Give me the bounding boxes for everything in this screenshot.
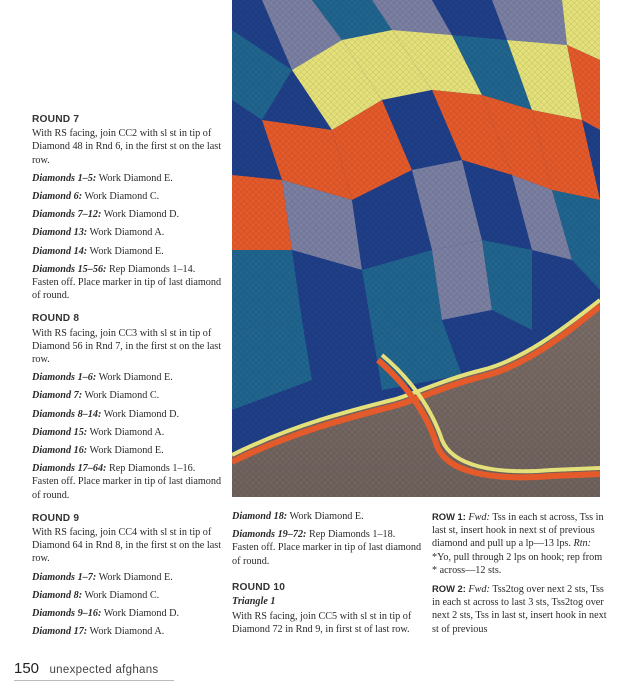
instruction-label: Diamonds 15–56: bbox=[32, 263, 107, 275]
round-intro: With RS facing, join CC2 with sl st in tip of Diamond 48 in Rnd 6, in the first st on the last row. bbox=[32, 128, 222, 166]
instruction bbox=[232, 510, 422, 523]
triangle-heading: Triangle 1 bbox=[232, 596, 276, 608]
round-intro: With RS facing, join CC5 with sl st in tip of Diamond 72 in Rnd 9, in first st of last row. bbox=[232, 611, 412, 636]
instruction-text: Work Diamond E. bbox=[96, 372, 173, 384]
instruction bbox=[32, 371, 222, 384]
instruction bbox=[32, 589, 222, 602]
row-instruction bbox=[432, 510, 608, 577]
instruction-label: Diamonds 8–14: bbox=[32, 408, 102, 420]
row-label: ROW 2: bbox=[432, 583, 466, 595]
crochet-afghan-image bbox=[232, 0, 600, 497]
instruction-label: Diamonds 9–16: bbox=[32, 608, 102, 620]
left-column bbox=[32, 113, 222, 649]
instruction bbox=[32, 172, 222, 185]
instruction-text: Work Diamond E. bbox=[287, 511, 364, 522]
instruction-text: Rep Diamonds 1–18. Fasten off. Place marker in tip of last diamond of round. bbox=[232, 529, 422, 567]
book-title: unexpected afghans bbox=[49, 664, 159, 676]
row-instruction bbox=[432, 582, 608, 636]
instruction-label: Diamond 17: bbox=[32, 626, 88, 638]
instruction-label: Diamonds 19–72: bbox=[232, 529, 307, 541]
instruction-label: Diamond 6: bbox=[32, 191, 83, 203]
instruction bbox=[32, 208, 222, 221]
fwd-label: Fwd: bbox=[468, 584, 490, 596]
instruction bbox=[32, 263, 222, 303]
instruction bbox=[32, 190, 222, 203]
instruction-text: Work Diamond D. bbox=[101, 608, 179, 620]
instruction-text: Work Diamond A. bbox=[87, 426, 165, 438]
middle-column bbox=[232, 510, 422, 642]
fwd-text: Tss in each st across, Tss in last st, insert hook in next st of previous diamond and pull up a lp—13 lps. bbox=[432, 512, 604, 550]
rtn-text: *Yo, pull through 2 lps on hook; rep from * across—12 sts. bbox=[432, 551, 603, 576]
instruction-label: Diamond 14: bbox=[32, 245, 88, 257]
round-heading: ROUND 7 bbox=[32, 114, 80, 125]
round-heading: ROUND 9 bbox=[32, 512, 80, 524]
round-heading: ROUND 10 bbox=[232, 581, 286, 593]
rtn-label: Rtn: bbox=[573, 538, 592, 550]
afghan-photo bbox=[232, 0, 600, 497]
instruction-label: Diamonds 1–6: bbox=[32, 372, 97, 384]
instruction bbox=[232, 528, 422, 568]
page-footer bbox=[14, 660, 158, 680]
instruction-text: Work Diamond E. bbox=[87, 445, 164, 457]
instruction-text: Work Diamond A. bbox=[87, 227, 165, 239]
instruction-label: Diamond 13: bbox=[32, 227, 88, 239]
instruction-text: Work Diamond A. bbox=[87, 626, 165, 638]
right-column bbox=[432, 510, 608, 641]
instruction bbox=[32, 462, 222, 502]
instruction bbox=[32, 389, 222, 402]
instruction-label: Diamonds 1–5: bbox=[32, 172, 97, 184]
round-intro: With RS facing, join CC4 with sl st in tip of Diamond 64 in Rnd 8, in the first st on the last row. bbox=[32, 527, 222, 565]
instruction bbox=[32, 607, 222, 620]
footer-rule bbox=[14, 680, 174, 681]
round-7 bbox=[32, 113, 222, 302]
instruction-text: Work Diamond C. bbox=[82, 589, 160, 601]
page-number: 150 bbox=[14, 660, 40, 677]
instruction bbox=[32, 245, 222, 258]
instruction-label: Diamond 18: bbox=[232, 511, 288, 522]
instruction-label: Diamond 16: bbox=[32, 445, 88, 457]
round-intro: With RS facing, join CC3 with sl st in tip of Diamond 56 in Rnd 7, in the first st on the last row. bbox=[32, 327, 222, 366]
instruction-label: Diamonds 1–7: bbox=[32, 571, 97, 583]
instruction-text: Rep Diamonds 1–14. Fasten off. Place marker in tip of last diamond of round. bbox=[32, 263, 222, 302]
round-8 bbox=[32, 312, 222, 501]
instruction-label: Diamonds 17–64: bbox=[32, 463, 107, 475]
instruction-text: Work Diamond D. bbox=[101, 408, 179, 420]
instruction-label: Diamond 7: bbox=[32, 390, 83, 402]
row-label: ROW 1: bbox=[432, 511, 466, 522]
instruction bbox=[32, 426, 222, 439]
instruction bbox=[32, 226, 222, 239]
instruction-text: Work Diamond C. bbox=[82, 390, 160, 402]
instruction-text: Work Diamond E. bbox=[96, 571, 173, 583]
instruction bbox=[32, 408, 222, 421]
instruction-label: Diamond 15: bbox=[32, 426, 88, 438]
instruction-text: Work Diamond D. bbox=[101, 209, 179, 221]
instruction-label: Diamond 8: bbox=[32, 589, 83, 601]
instruction-text: Work Diamond C. bbox=[82, 191, 160, 203]
instruction bbox=[32, 571, 222, 584]
instruction-text: Rep Diamonds 1–16. Fasten off. Place marker in tip of last diamond of round. bbox=[32, 463, 222, 501]
round-heading: ROUND 8 bbox=[32, 313, 80, 325]
instruction-label: Diamonds 7–12: bbox=[32, 209, 102, 221]
fwd-text: Tss2tog over next 2 sts, Tss in each st across to last 3 sts, Tss2tog over next 2 sts, Tss in last st, insert hook in next st of previous bbox=[432, 584, 607, 635]
instruction-text: Work Diamond E. bbox=[87, 245, 164, 257]
round-9 bbox=[32, 512, 222, 639]
instruction bbox=[32, 625, 222, 638]
fwd-label: Fwd: bbox=[468, 512, 490, 523]
instruction bbox=[32, 444, 222, 457]
instruction-text: Work Diamond E. bbox=[96, 172, 173, 184]
